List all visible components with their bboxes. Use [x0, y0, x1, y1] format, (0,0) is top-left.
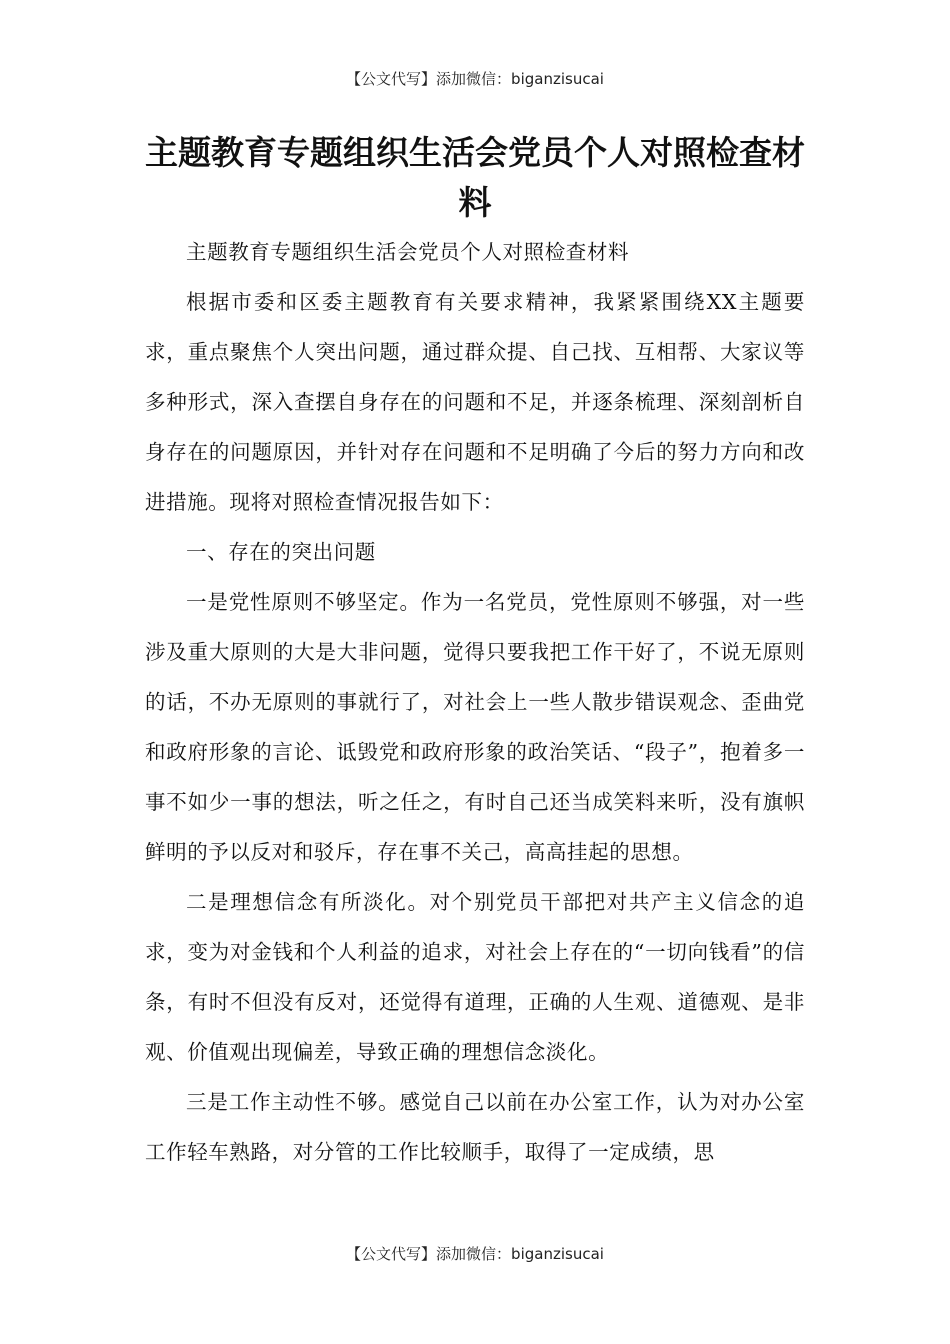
paragraph-subtitle: 主题教育专题组织生活会党员个人对照检查材料 — [186, 240, 630, 264]
paragraph-point-2: 二是理想信念有所淡化。对个别党员干部把对共产主义信念的追求，变为对金钱和个人利益的追求，对社会上存在的“一切向钱看”的信条，有时不但没有反对，还觉得有道理，正确的人生观、道德观、是非观、价值观出现偏差，导致正确的理想信念淡化。 — [145, 890, 805, 1064]
page-footer: 【公文代写】添加微信：biganzisucai — [346, 1245, 604, 1263]
section-heading: 一、存在的突出问题 — [186, 540, 376, 564]
document-title: 主题教育专题组织生活会党员个人对照检查材料 — [145, 133, 805, 222]
page-header: 【公文代写】添加微信：biganzisucai — [346, 70, 604, 88]
paragraph-point-3: 三是工作主动性不够。感觉自己以前在办公室工作，认为对办公室工作轻车熟路，对分管的工作比较顺手，取得了一定成绩，思 — [145, 1090, 805, 1164]
paragraph-intro: 根据市委和区委主题教育有关要求精神，我紧紧围绕XX主题要求，重点聚焦个人突出问题，通过群众提、自己找、互相帮、大家议等多种形式，深入查摆自身存在的问题和不足，并逐条梳理、深刻剖析自身存在的问题原因，并针对存在问题和不足明确了今后的努力方向和改进措施。现将对照检查情况报告如下： — [145, 290, 805, 514]
paragraph-point-1: 一是党性原则不够坚定。作为一名党员，党性原则不够强，对一些涉及重大原则的大是大非问题，觉得只要我把工作干好了，不说无原则的话，不办无原则的事就行了，对社会上一些人散步错误观念、歪曲党和政府形象的言论、诋毁党和政府形象的政治笑话、“段子”，抱着多一事不如少一事的想法，听之任之，有时自己还当成笑料来听，没有旗帜鲜明的予以反对和驳斥，存在事不关己，高高挂起的思想。 — [145, 590, 805, 864]
document-body — [145, 227, 805, 1177]
